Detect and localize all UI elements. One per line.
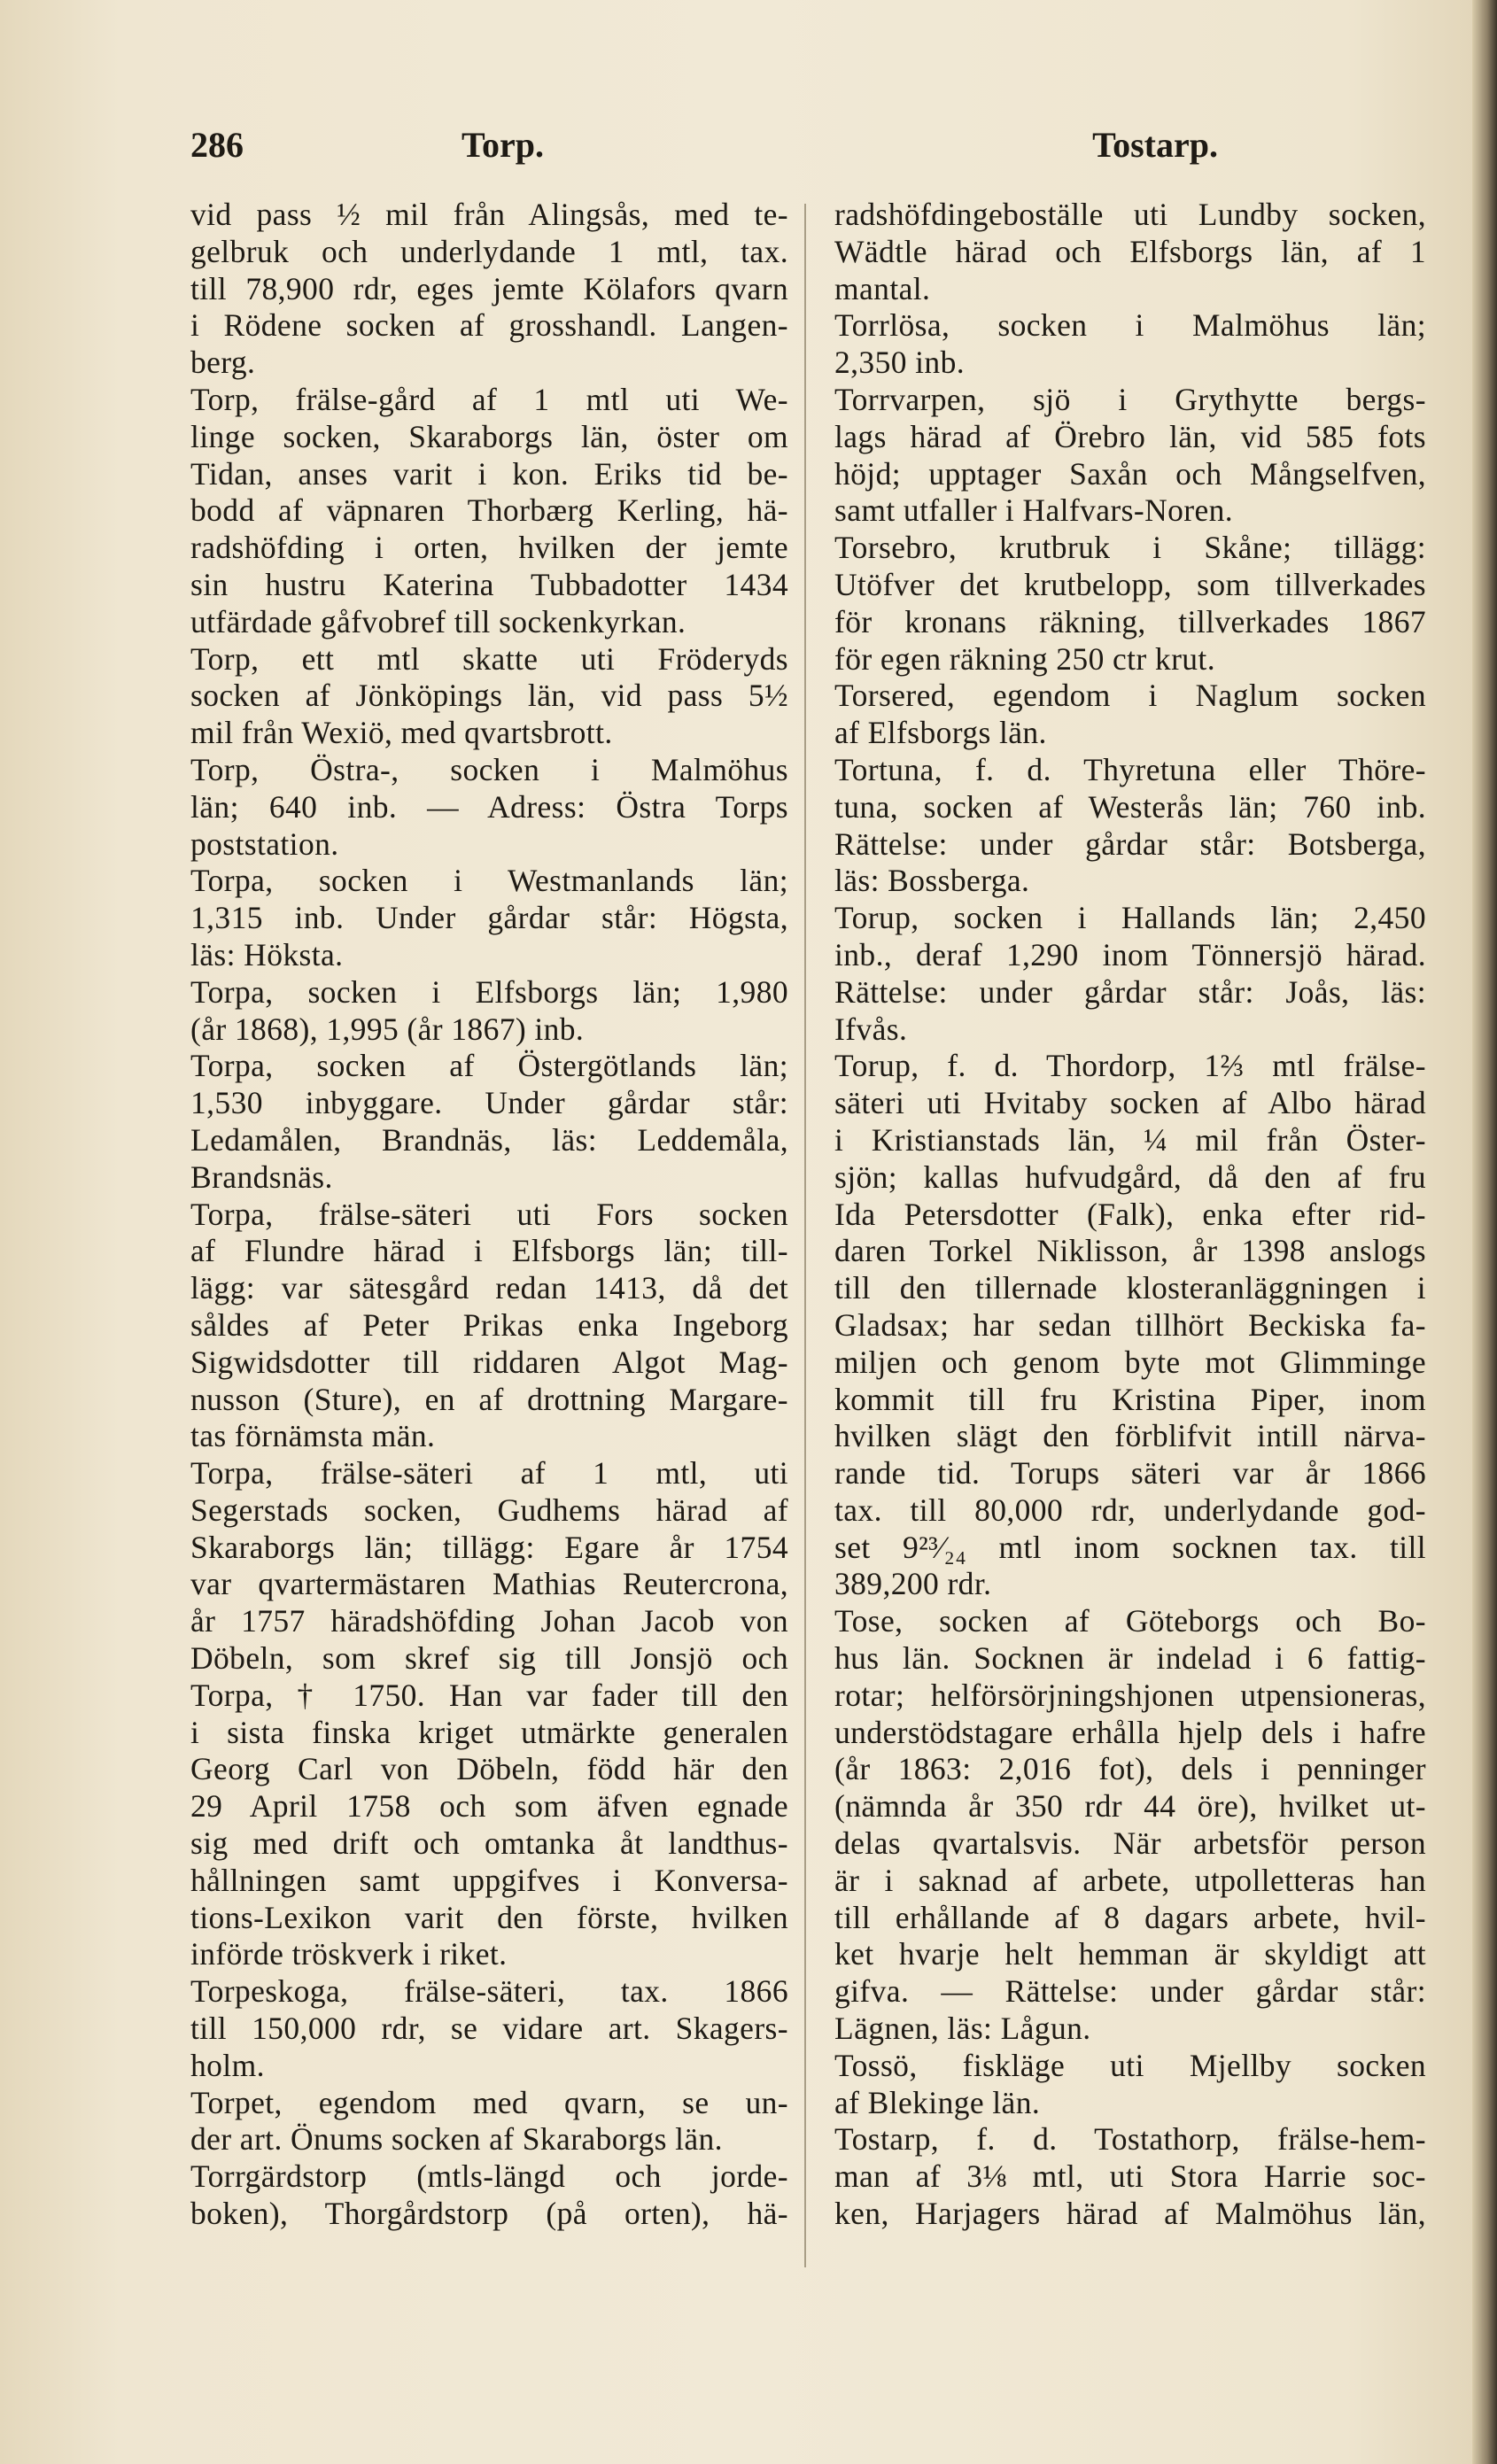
text-line: Tossö, fiskläge uti Mjellby socken — [834, 2047, 1426, 2083]
text-line: inb., deraf 1,290 inom Tönnersjö härad. — [834, 936, 1426, 972]
text-line: miljen och genom byte mot Glimminge — [834, 1344, 1426, 1380]
text-line: Torp, ett mtl skatte uti Fröderyds — [190, 640, 788, 677]
text-line: Torpa, socken i Elfsborgs län; 1,980 — [190, 973, 788, 1010]
text-line: Tostarp, f. d. Tostathorp, frälse-hem- — [834, 2121, 1426, 2158]
text-line: Torpa, frälse-säteri uti Fors socken — [190, 1196, 788, 1232]
text-line: der art. Önums socken af Skaraborgs län. — [190, 2121, 723, 2158]
text-line: Torrvarpen, sjö i Grythytte bergs- — [834, 381, 1426, 417]
text-line: Ledamålen, Brandnäs, läs: Leddemåla, — [190, 1121, 788, 1158]
text-line: i sista finska kriget utmärkte generalen — [190, 1714, 788, 1750]
text-line: daren Torkel Niklisson, år 1398 anslogs — [834, 1233, 1426, 1269]
text-line: Utöfver det krutbelopp, som tillverkades — [834, 566, 1426, 602]
text-line: Tortuna, f. d. Thyretuna eller Thöre- — [834, 751, 1426, 787]
text-line: rotar; helförsörjningshjonen utpensioneras, — [834, 1677, 1426, 1713]
text-line: bodd af väpnaren Thorbærg Kerling, hä- — [190, 492, 788, 529]
text-line: kommit till fru Kristina Piper, inom — [834, 1381, 1426, 1417]
text-line: Segerstads socken, Gudhems härad af — [190, 1492, 788, 1528]
text-line: till 78,900 rdr, eges jemte Kölafors qvarn — [190, 270, 788, 306]
text-line: såldes af Peter Prikas enka Ingeborg — [190, 1306, 788, 1343]
text-line: Torup, socken i Hallands län; 2,450 — [834, 900, 1426, 936]
text-line: Torup, f. d. Thordorp, 1⅔ mtl frälse- — [834, 1048, 1426, 1084]
text-line: hållningen samt uppgifves i Konversa- — [190, 1862, 788, 1898]
text-line: till erhållande af 8 dagars arbete, hvil- — [834, 1899, 1426, 1935]
text-line: Döbeln, som skref sig till Jonsjö och — [190, 1640, 788, 1677]
text-line: berg. — [190, 345, 256, 381]
text-line: tions-Lexikon varit den förste, hvilken — [190, 1899, 788, 1935]
page-number: 286 — [190, 125, 244, 165]
text-line: mil från Wexiö, med qvartsbrott. — [190, 715, 613, 751]
text-line: tas förnämsta män. — [190, 1418, 436, 1454]
text-line: 389,200 rdr. — [834, 1566, 992, 1602]
text-line: Torpet, egendom med qvarn, se un- — [190, 2084, 788, 2120]
text-line: län; 640 inb. — Adress: Östra Torps — [190, 788, 788, 825]
text-line: Gladsax; har sedan tillhört Beckiska fa- — [834, 1306, 1426, 1343]
text-line: Rättelse: under gårdar står: Joås, läs: — [834, 973, 1426, 1010]
text-line: set 9²³⁄₂₄ mtl inom socknen tax. till — [834, 1529, 1426, 1565]
text-line: (nämnda år 350 rdr 44 öre), hvilket ut- — [834, 1788, 1426, 1825]
text-line: i Kristianstads län, ¼ mil från Öster- — [834, 1121, 1426, 1158]
text-line: radshöfding i orten, hvilken der jemte — [190, 530, 788, 566]
text-line: år 1757 häradshöfding Johan Jacob von — [190, 1603, 788, 1639]
text-line: nusson (Sture), en af drottning Margare- — [190, 1381, 788, 1417]
text-line: Skaraborgs län; tillägg: Egare år 1754 — [190, 1529, 788, 1565]
text-line: understödstagare erhålla hjelp dels i hafre — [834, 1714, 1426, 1750]
column-divider — [804, 204, 806, 2267]
text-line: delas qvartalsvis. När arbetsför person — [834, 1825, 1426, 1862]
text-line: holm. — [190, 2047, 265, 2083]
text-line: Torpeskoga, frälse-säteri, tax. 1866 — [190, 1973, 788, 2010]
page-header — [190, 124, 1218, 177]
text-line: Tidan, anses varit i kon. Eriks tid be- — [190, 455, 788, 492]
text-line: sig med drift och omtanka åt landthus- — [190, 1825, 788, 1862]
left-running-head: Torp. — [462, 125, 545, 165]
text-line: socken af Jönköpings län, vid pass 5½ — [190, 678, 788, 714]
text-line: Torpa, frälse-säteri af 1 mtl, uti — [190, 1455, 788, 1492]
text-line: Ifvås. — [834, 1011, 908, 1047]
text-line: Torpa, socken af Östergötlands län; — [190, 1048, 788, 1084]
text-line: af Flundre härad i Elfsborgs län; till- — [190, 1233, 788, 1269]
text-line: Torrgärdstorp (mtls-längd och jorde- — [190, 2158, 788, 2195]
right-column — [834, 197, 1426, 2233]
text-line: radshöfdingeboställe uti Lundby socken, — [834, 197, 1426, 232]
text-line: läs: Höksta. — [190, 936, 344, 972]
text-line: gelbruk och underlydande 1 mtl, tax. — [190, 233, 788, 269]
text-line: Torrlösa, socken i Malmöhus län; — [834, 307, 1426, 344]
text-line: rande tid. Torups säteri var år 1866 — [834, 1455, 1426, 1492]
text-line: Torsered, egendom i Naglum socken — [834, 678, 1426, 714]
text-line: boken), Thorgårdstorp (på orten), hä- — [190, 2196, 788, 2232]
text-line: till den tillernade klosteranläggningen i — [834, 1270, 1426, 1306]
text-line: poststation. — [190, 825, 339, 862]
text-line: 1,530 inbyggare. Under gårdar står: — [190, 1085, 788, 1121]
text-line: Tose, socken af Göteborgs och Bo- — [834, 1603, 1426, 1639]
text-line: (år 1868), 1,995 (år 1867) inb. — [190, 1011, 585, 1047]
text-line: vid pass ½ mil från Alingsås, med te- — [190, 197, 788, 232]
text-line: höjd; upptager Saxån och Mångselfven, — [834, 455, 1426, 492]
text-line: sin hustru Katerina Tubbadotter 1434 — [190, 566, 788, 602]
text-line: säteri uti Hvitaby socken af Albo härad — [834, 1085, 1426, 1121]
text-line: för egen räkning 250 ctr krut. — [834, 640, 1215, 677]
text-line: samt utfaller i Halfvars-Noren. — [834, 492, 1234, 529]
text-line: lägg: var sätesgård redan 1413, då det — [190, 1270, 788, 1306]
text-line: var qvartermästaren Mathias Reutercrona, — [190, 1566, 788, 1602]
text-line: linge socken, Skaraborgs län, öster om — [190, 418, 788, 454]
text-line: sjön; kallas hufvudgård, då den af fru — [834, 1158, 1426, 1195]
text-line: af Blekinge län. — [834, 2084, 1041, 2120]
text-line: Torp, frälse-gård af 1 mtl uti We- — [190, 381, 788, 417]
right-running-head: Tostarp. — [1092, 125, 1218, 165]
text-line: ket hvarje helt hemman är skyldigt att — [834, 1936, 1426, 1972]
text-line: Torpa, socken i Westmanlands län; — [190, 863, 788, 899]
text-line: Lägnen, läs: Lågun. — [834, 2011, 1091, 2047]
text-line: införde tröskverk i riket. — [190, 1936, 508, 1972]
text-line: för kronans räkning, tillverkades 1867 — [834, 603, 1426, 639]
text-line: lags härad af Örebro län, vid 585 fots — [834, 418, 1426, 454]
text-line: 2,350 inb. — [834, 345, 965, 381]
text-line: (år 1863: 2,016 fot), dels i penninger — [834, 1751, 1426, 1787]
text-line: 29 April 1758 och som äfven egnade — [190, 1788, 788, 1825]
text-line: Brandsnäs. — [190, 1158, 333, 1195]
text-line: 1,315 inb. Under gårdar står: Högsta, — [190, 900, 788, 936]
text-line: till 150,000 rdr, se vidare art. Skagers- — [190, 2011, 788, 2047]
text-line: tuna, socken af Westerås län; 760 inb. — [834, 788, 1426, 825]
text-line: mantal. — [834, 270, 931, 306]
text-line: läs: Bossberga. — [834, 863, 1030, 899]
text-line: Torp, Östra-, socken i Malmöhus — [190, 751, 788, 787]
page-edge — [1472, 0, 1497, 2464]
text-line: Torpa, † 1750. Han var fader till den — [190, 1677, 788, 1713]
text-line: tax. till 80,000 rdr, underlydande god- — [834, 1492, 1426, 1528]
left-column — [190, 197, 788, 2233]
text-line: af Elfsborgs län. — [834, 715, 1047, 751]
text-line: Ida Petersdotter (Falk), enka efter rid- — [834, 1196, 1426, 1232]
text-line: Wädtle härad och Elfsborgs län, af 1 — [834, 233, 1426, 269]
text-line: utfärdade gåfvobref till sockenkyrkan. — [190, 603, 686, 639]
text-line: i Rödene socken af grosshandl. Langen- — [190, 307, 788, 344]
text-line: gifva. — Rättelse: under gårdar står: — [834, 1973, 1426, 2010]
text-line: hvilken slägt den förblifvit intill närva- — [834, 1418, 1426, 1454]
text-line: Sigwidsdotter till riddaren Algot Mag- — [190, 1344, 788, 1380]
text-line: ken, Harjagers härad af Malmöhus län, — [834, 2196, 1426, 2232]
text-line: hus län. Socknen är indelad i 6 fattig- — [834, 1640, 1426, 1677]
text-line: man af 3⅛ mtl, uti Stora Harrie soc- — [834, 2158, 1426, 2195]
text-line: är i saknad af arbete, utpolletteras han — [834, 1862, 1426, 1898]
text-line: Georg Carl von Döbeln, född här den — [190, 1751, 788, 1787]
text-line: Rättelse: under gårdar står: Botsberga, — [834, 825, 1426, 862]
text-line: Torsebro, krutbruk i Skåne; tillägg: — [834, 530, 1426, 566]
